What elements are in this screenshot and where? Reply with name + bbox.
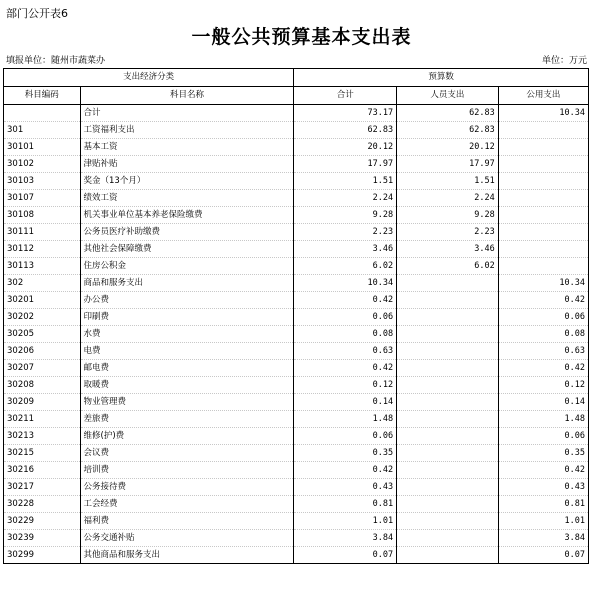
cell-code: 30213 xyxy=(4,428,81,445)
table-row xyxy=(4,479,589,496)
cell-total: 0.06 xyxy=(294,428,397,445)
cell-name: 其他社会保障缴费 xyxy=(80,241,294,258)
table-row xyxy=(4,156,589,173)
cell-public: 10.34 xyxy=(498,275,588,292)
header-public: 公用支出 xyxy=(498,87,588,105)
cell-staff xyxy=(397,292,499,309)
cell-total: 1.48 xyxy=(294,411,397,428)
cell-total: 3.84 xyxy=(294,530,397,547)
cell-code: 30215 xyxy=(4,445,81,462)
cell-code: 302 xyxy=(4,275,81,292)
cell-name: 住房公积金 xyxy=(80,258,294,275)
cell-code: 30239 xyxy=(4,530,81,547)
cell-staff: 62.83 xyxy=(397,105,499,122)
cell-staff xyxy=(397,360,499,377)
cell-name: 维修(护)费 xyxy=(80,428,294,445)
cell-public: 0.06 xyxy=(498,309,588,326)
header-name: 科目名称 xyxy=(80,87,294,105)
cell-code: 30202 xyxy=(4,309,81,326)
cell-public: 1.48 xyxy=(498,411,588,428)
cell-staff xyxy=(397,530,499,547)
cell-total: 9.28 xyxy=(294,207,397,224)
table-row xyxy=(4,411,589,428)
cell-name: 培训费 xyxy=(80,462,294,479)
cell-staff: 1.51 xyxy=(397,173,499,190)
cell-total: 0.08 xyxy=(294,326,397,343)
currency-unit: 单位：万元 xyxy=(541,56,587,66)
table-row xyxy=(4,105,589,122)
cell-name: 商品和服务支出 xyxy=(80,275,294,292)
cell-code: 30206 xyxy=(4,343,81,360)
cell-public: 0.08 xyxy=(498,326,588,343)
cell-total: 0.42 xyxy=(294,292,397,309)
table-row xyxy=(4,496,589,513)
cell-code: 30112 xyxy=(4,241,81,258)
cell-total: 0.07 xyxy=(294,547,397,564)
cell-staff xyxy=(397,513,499,530)
cell-code xyxy=(4,105,81,122)
cell-public: 0.43 xyxy=(498,479,588,496)
cell-name: 差旅费 xyxy=(80,411,294,428)
table-row xyxy=(4,309,589,326)
cell-code: 30205 xyxy=(4,326,81,343)
cell-name: 水费 xyxy=(80,326,294,343)
cell-public: 0.42 xyxy=(498,360,588,377)
cell-staff xyxy=(397,377,499,394)
cell-public: 0.42 xyxy=(498,292,588,309)
cell-name: 合计 xyxy=(80,105,294,122)
cell-code: 30299 xyxy=(4,547,81,564)
cell-total: 0.14 xyxy=(294,394,397,411)
cell-total: 17.97 xyxy=(294,156,397,173)
table-row xyxy=(4,462,589,479)
cell-name: 印刷费 xyxy=(80,309,294,326)
cell-public xyxy=(498,122,588,139)
table-row xyxy=(4,207,589,224)
cell-public: 3.84 xyxy=(498,530,588,547)
header-total: 合计 xyxy=(294,87,397,105)
cell-public: 0.12 xyxy=(498,377,588,394)
cell-total: 6.02 xyxy=(294,258,397,275)
cell-code: 30107 xyxy=(4,190,81,207)
cell-staff: 62.83 xyxy=(397,122,499,139)
cell-total: 20.12 xyxy=(294,139,397,156)
cell-staff xyxy=(397,326,499,343)
table-row xyxy=(4,190,589,207)
cell-staff: 2.24 xyxy=(397,190,499,207)
cell-code: 30103 xyxy=(4,173,81,190)
cell-total: 62.83 xyxy=(294,122,397,139)
cell-code: 30113 xyxy=(4,258,81,275)
cell-public xyxy=(498,139,588,156)
table-row xyxy=(4,258,589,275)
cell-name: 公务员医疗补助缴费 xyxy=(80,224,294,241)
cell-total: 0.35 xyxy=(294,445,397,462)
cell-code: 30111 xyxy=(4,224,81,241)
table-row xyxy=(4,292,589,309)
cell-staff: 3.46 xyxy=(397,241,499,258)
table-row xyxy=(4,326,589,343)
budget-table xyxy=(3,68,589,564)
cell-name: 邮电费 xyxy=(80,360,294,377)
table-row xyxy=(4,343,589,360)
table-row xyxy=(4,139,589,156)
table-row xyxy=(4,122,589,139)
cell-staff xyxy=(397,479,499,496)
cell-name: 电费 xyxy=(80,343,294,360)
cell-name: 其他商品和服务支出 xyxy=(80,547,294,564)
cell-public: 0.35 xyxy=(498,445,588,462)
cell-code: 30208 xyxy=(4,377,81,394)
cell-staff: 6.02 xyxy=(397,258,499,275)
cell-public: 0.06 xyxy=(498,428,588,445)
cell-public: 1.01 xyxy=(498,513,588,530)
cell-total: 1.51 xyxy=(294,173,397,190)
cell-public: 0.14 xyxy=(498,394,588,411)
cell-staff: 9.28 xyxy=(397,207,499,224)
cell-staff xyxy=(397,547,499,564)
cell-public xyxy=(498,173,588,190)
cell-name: 奖金（13个月） xyxy=(80,173,294,190)
cell-staff xyxy=(397,496,499,513)
cell-staff xyxy=(397,445,499,462)
cell-total: 3.46 xyxy=(294,241,397,258)
cell-code: 30211 xyxy=(4,411,81,428)
cell-code: 30216 xyxy=(4,462,81,479)
cell-total: 0.42 xyxy=(294,462,397,479)
cell-public: 0.63 xyxy=(498,343,588,360)
header-staff: 人员支出 xyxy=(397,87,499,105)
cell-total: 0.43 xyxy=(294,479,397,496)
cell-code: 30207 xyxy=(4,360,81,377)
cell-total: 10.34 xyxy=(294,275,397,292)
cell-code: 30209 xyxy=(4,394,81,411)
cell-name: 基本工资 xyxy=(80,139,294,156)
cell-code: 30102 xyxy=(4,156,81,173)
cell-total: 0.06 xyxy=(294,309,397,326)
table-row xyxy=(4,445,589,462)
table-row xyxy=(4,173,589,190)
cell-public xyxy=(498,156,588,173)
table-row xyxy=(4,530,589,547)
cell-name: 工会经费 xyxy=(80,496,294,513)
cell-name: 取暖费 xyxy=(80,377,294,394)
cell-public xyxy=(498,207,588,224)
table-row xyxy=(4,428,589,445)
table-row xyxy=(4,360,589,377)
cell-name: 会议费 xyxy=(80,445,294,462)
table-row xyxy=(4,547,589,564)
cell-total: 2.24 xyxy=(294,190,397,207)
cell-code: 301 xyxy=(4,122,81,139)
cell-code: 30108 xyxy=(4,207,81,224)
cell-public xyxy=(498,224,588,241)
table-row xyxy=(4,241,589,258)
cell-name: 物业管理费 xyxy=(80,394,294,411)
cell-name: 福利费 xyxy=(80,513,294,530)
header-economic-classification: 支出经济分类 xyxy=(4,69,294,87)
table-row xyxy=(4,275,589,292)
cell-code: 30217 xyxy=(4,479,81,496)
cell-name: 办公费 xyxy=(80,292,294,309)
cell-staff: 17.97 xyxy=(397,156,499,173)
cell-name: 工资福利支出 xyxy=(80,122,294,139)
cell-total: 2.23 xyxy=(294,224,397,241)
cell-staff: 2.23 xyxy=(397,224,499,241)
cell-public: 0.07 xyxy=(498,547,588,564)
cell-total: 1.01 xyxy=(294,513,397,530)
header-code: 科目编码 xyxy=(4,87,81,105)
cell-name: 机关事业单位基本养老保险缴费 xyxy=(80,207,294,224)
cell-code: 30229 xyxy=(4,513,81,530)
cell-code: 30201 xyxy=(4,292,81,309)
cell-public xyxy=(498,241,588,258)
cell-total: 0.42 xyxy=(294,360,397,377)
cell-public xyxy=(498,190,588,207)
cell-staff xyxy=(397,394,499,411)
header-budget-amount: 预算数 xyxy=(294,69,589,87)
table-row xyxy=(4,394,589,411)
table-row xyxy=(4,224,589,241)
header-group-row xyxy=(4,69,589,87)
cell-total: 0.12 xyxy=(294,377,397,394)
cell-total: 0.81 xyxy=(294,496,397,513)
table-row xyxy=(4,377,589,394)
cell-staff: 20.12 xyxy=(397,139,499,156)
cell-code: 30228 xyxy=(4,496,81,513)
cell-staff xyxy=(397,343,499,360)
cell-name: 津贴补贴 xyxy=(80,156,294,173)
page-title: 一般公共预算基本支出表 xyxy=(191,26,412,48)
cell-staff xyxy=(397,411,499,428)
cell-total: 73.17 xyxy=(294,105,397,122)
cell-public: 0.81 xyxy=(498,496,588,513)
cell-staff xyxy=(397,275,499,292)
cell-staff xyxy=(397,428,499,445)
cell-public xyxy=(498,258,588,275)
cell-name: 公务交通补贴 xyxy=(80,530,294,547)
cell-public: 10.34 xyxy=(498,105,588,122)
cell-name: 公务接待费 xyxy=(80,479,294,496)
cell-code: 30101 xyxy=(4,139,81,156)
cell-public: 0.42 xyxy=(498,462,588,479)
table-row xyxy=(4,513,589,530)
cell-staff xyxy=(397,309,499,326)
sheet-tab-label: 部门公开表6 xyxy=(6,7,68,20)
cell-total: 0.63 xyxy=(294,343,397,360)
cell-staff xyxy=(397,462,499,479)
cell-name: 绩效工资 xyxy=(80,190,294,207)
reporting-unit: 填报单位：随州市蔬菜办 xyxy=(6,56,106,66)
header-column-row xyxy=(4,87,589,105)
